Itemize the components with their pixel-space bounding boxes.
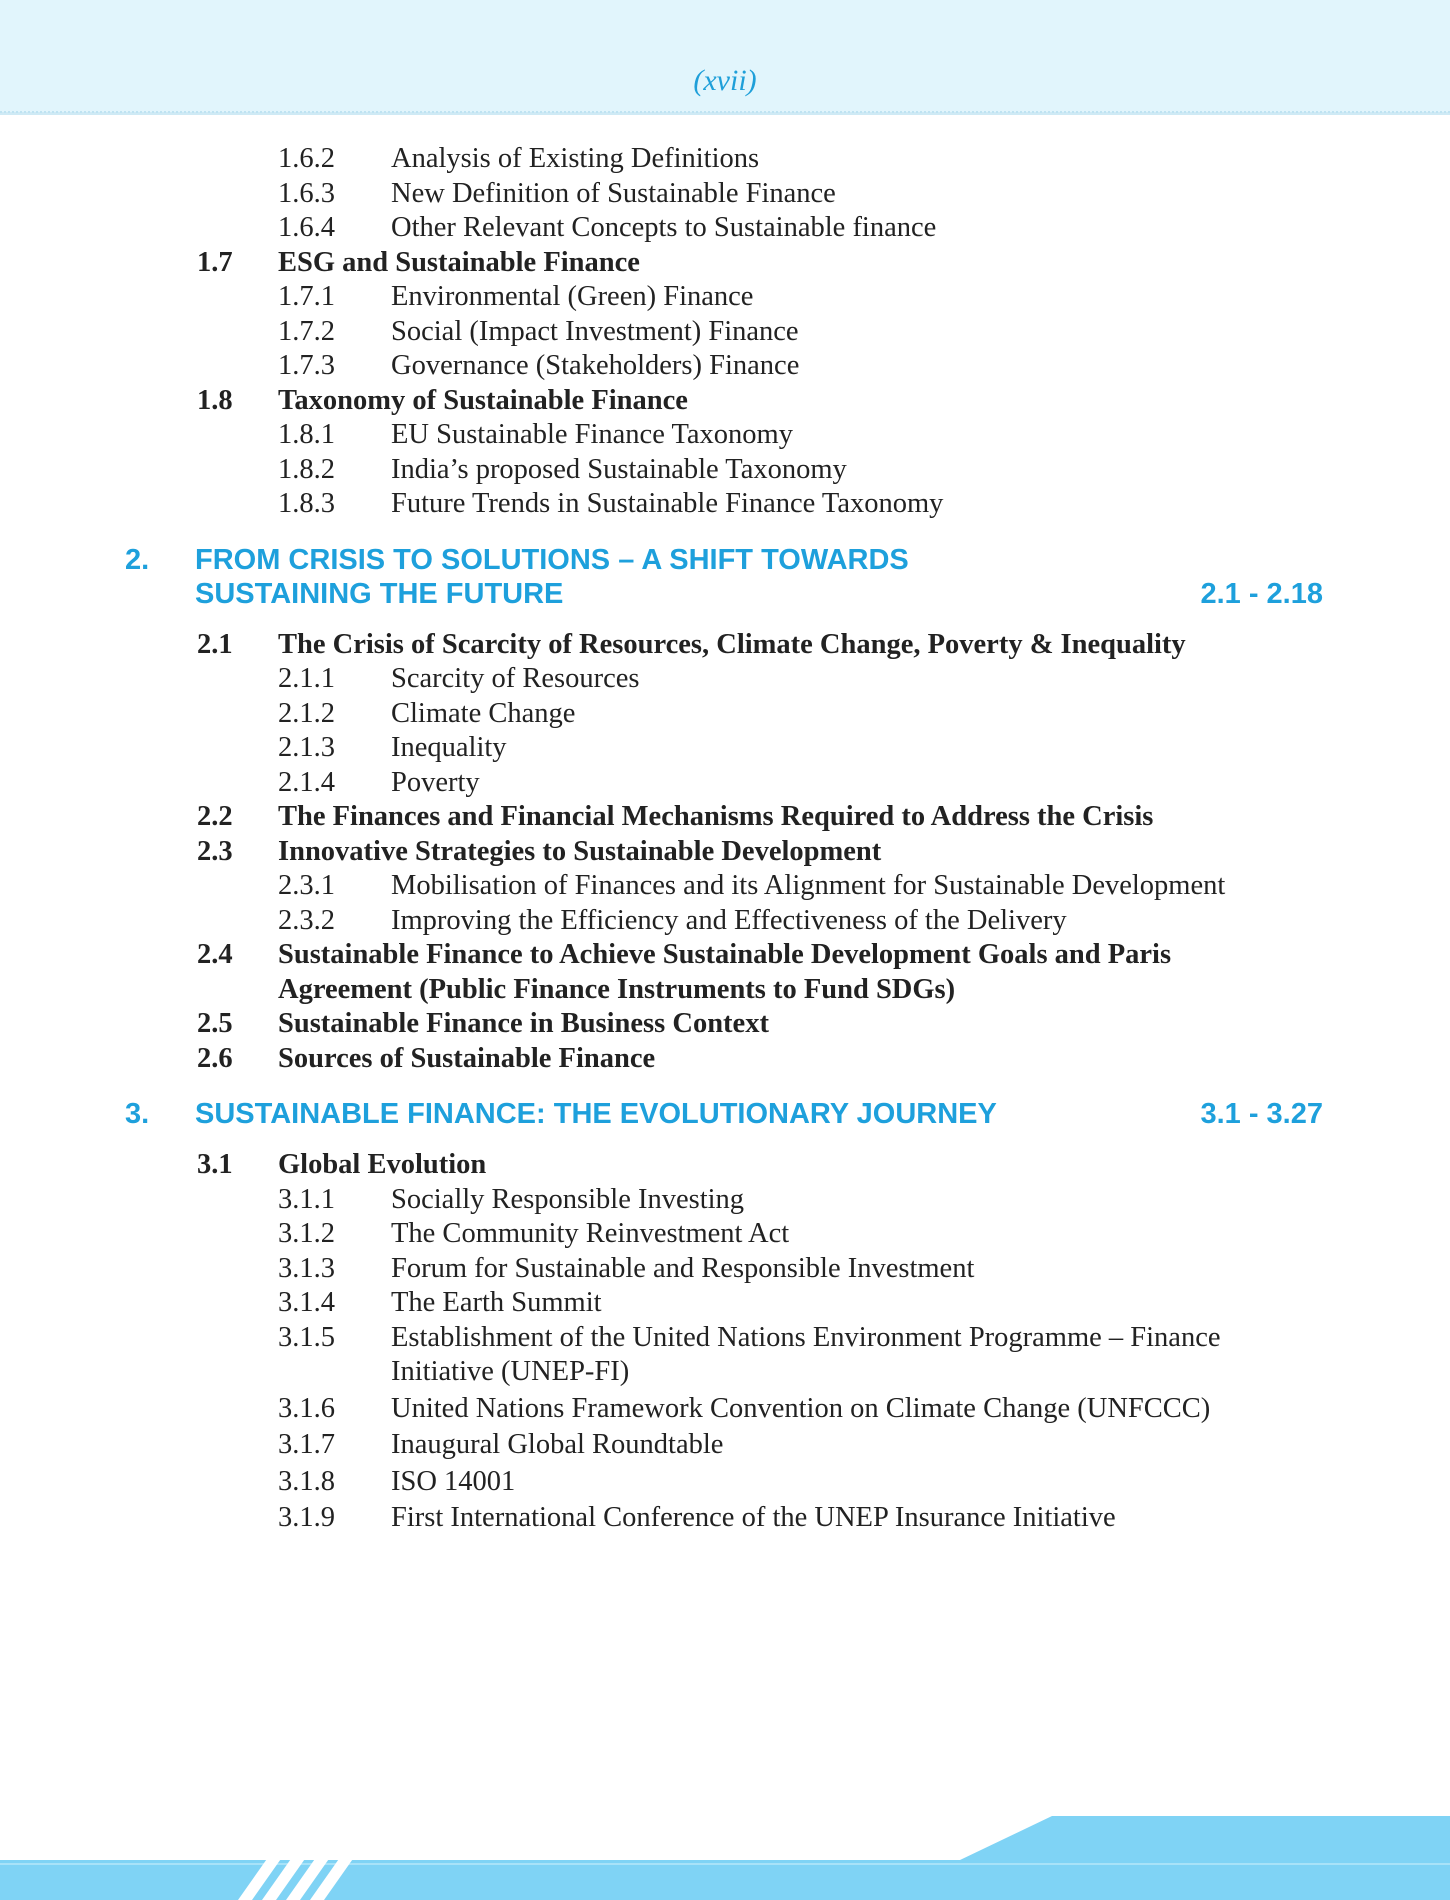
subsection-number: 1.7.2 (278, 315, 335, 347)
toc-section (0, 242, 1450, 277)
footer-band (0, 1816, 1450, 1900)
toc-section (0, 1003, 1450, 1038)
subsection-title: Social (Impact Investment) Finance (391, 315, 799, 347)
section-title: Sustainable Finance to Achieve Sustainable Development Goals and Paris (278, 939, 1172, 970)
toc-subsection (0, 1424, 1450, 1459)
subsection-title: ISO 14001 (391, 1465, 516, 1497)
chapter-title-line: SUSTAINING THE FUTURE (195, 577, 564, 610)
section-number: 2.2 (197, 801, 233, 832)
subsection-title: Socially Responsible Investing (391, 1183, 745, 1215)
toc-subsection (0, 345, 1450, 380)
section-number: 1.7 (197, 246, 233, 278)
subsection-title: United Nations Framework Convention on Climate Change (UNFCCC) (391, 1392, 1211, 1424)
chapter-page-range: 2.1 - 2.18 (1200, 577, 1323, 610)
section-number: 2.1 (197, 628, 233, 660)
chapter-title-line: SUSTAINABLE FINANCE: THE EVOLUTIONARY JOURNEY (195, 1098, 997, 1130)
chapter-number: 2. (125, 543, 150, 576)
subsection-number: 3.1.9 (278, 1502, 335, 1533)
section-number: 2.4 (197, 939, 233, 970)
subsection-title: Forum for Sustainable and Responsible Investment (391, 1252, 975, 1284)
toc-subsection (0, 449, 1450, 484)
chapter-heading (0, 1094, 1450, 1128)
toc-subsection (0, 138, 1450, 173)
toc-subsection (0, 658, 1450, 693)
section-number: 2.5 (197, 1008, 233, 1039)
subsection-title: Future Trends in Sustainable Finance Taxonomy (391, 488, 944, 519)
subsection-number: 1.8.2 (278, 453, 335, 485)
subsection-title: Poverty (391, 766, 480, 798)
toc-subsection (0, 1317, 1450, 1386)
toc-section (0, 796, 1450, 831)
subsection-title: Initiative (UNEP-FI) (391, 1356, 630, 1387)
toc-section (0, 1144, 1450, 1179)
toc-subsection (0, 1282, 1450, 1317)
chapter-heading (0, 540, 1450, 608)
toc-subsection (0, 900, 1450, 935)
section-title: Global Evolution (278, 1149, 487, 1180)
toc-subsection (0, 1248, 1450, 1283)
section-title: The Crisis of Scarcity of Resources, Climate Change, Poverty & Inequality (278, 628, 1186, 660)
subsection-title: Environmental (Green) Finance (391, 281, 754, 312)
toc-subsection (0, 1388, 1450, 1423)
subsection-title: The Earth Summit (391, 1287, 602, 1318)
subsection-number: 2.3.1 (278, 870, 335, 901)
subsection-title: New Definition of Sustainable Finance (391, 177, 836, 209)
toc-subsection (0, 207, 1450, 242)
subsection-title: Governance (Stakeholders) Finance (391, 350, 800, 381)
chapter-number: 3. (125, 1098, 150, 1130)
chapter-page-range: 3.1 - 3.27 (1200, 1098, 1323, 1130)
subsection-title: Other Relevant Concepts to Sustainable finance (391, 212, 937, 243)
subsection-title: Mobilisation of Finances and its Alignment for Sustainable Development (391, 870, 1226, 901)
subsection-title: Analysis of Existing Definitions (391, 143, 760, 174)
subsection-number: 1.7.3 (278, 350, 335, 381)
subsection-number: 3.1.3 (278, 1252, 335, 1284)
section-number: 3.1 (197, 1149, 233, 1180)
subsection-number: 2.3.2 (278, 904, 335, 936)
toc-subsection (0, 311, 1450, 346)
subsection-number: 1.6.4 (278, 212, 335, 243)
toc-section (0, 624, 1450, 659)
subsection-number: 1.8.1 (278, 419, 335, 450)
section-title: ESG and Sustainable Finance (278, 246, 640, 278)
subsection-title: Inequality (391, 732, 507, 763)
subsection-number: 3.1.4 (278, 1287, 335, 1318)
subsection-number: 3.1.6 (278, 1392, 335, 1424)
toc-section (0, 831, 1450, 866)
section-title: Sources of Sustainable Finance (278, 1042, 656, 1074)
subsection-title: Inaugural Global Roundtable (391, 1429, 724, 1460)
subsection-number: 3.1.7 (278, 1429, 335, 1460)
toc-subsection (0, 727, 1450, 762)
section-title: Agreement (Public Finance Instruments to Fund SDGs) (278, 973, 956, 1005)
toc-subsection (0, 1213, 1450, 1248)
toc-subsection (0, 483, 1450, 518)
toc-subsection (0, 693, 1450, 728)
subsection-title: Improving the Efficiency and Effectiveness of the Delivery (391, 904, 1067, 936)
subsection-number: 3.1.8 (278, 1465, 335, 1497)
toc-subsection (0, 276, 1450, 311)
toc-subsection (0, 173, 1450, 208)
toc-subsection (0, 414, 1450, 449)
subsection-title: Climate Change (391, 697, 576, 729)
subsection-title: Establishment of the United Nations Environment Programme – Finance (391, 1321, 1221, 1353)
toc-subsection (0, 1497, 1450, 1532)
section-number: 2.6 (197, 1042, 233, 1074)
toc-section (0, 1038, 1450, 1073)
toc-section (0, 380, 1450, 415)
toc-subsection (0, 1179, 1450, 1214)
subsection-number: 3.1.2 (278, 1218, 335, 1249)
subsection-number: 2.1.1 (278, 663, 335, 694)
subsection-number: 1.6.3 (278, 177, 335, 209)
subsection-title: First International Conference of the UNEP Insurance Initiative (391, 1502, 1116, 1533)
toc-subsection (0, 865, 1450, 900)
subsection-title: India’s proposed Sustainable Taxonomy (391, 453, 847, 485)
subsection-number: 2.1.3 (278, 732, 335, 763)
subsection-number: 1.8.3 (278, 488, 335, 519)
page-number: (xvii) (693, 64, 757, 97)
chapter-title-line: FROM CRISIS TO SOLUTIONS – A SHIFT TOWARDS (195, 543, 909, 576)
subsection-number: 2.1.2 (278, 697, 335, 729)
subsection-number: 3.1.1 (278, 1183, 335, 1215)
subsection-title: The Community Reinvestment Act (391, 1218, 790, 1249)
section-title: Innovative Strategies to Sustainable Development (278, 835, 882, 867)
section-title: Sustainable Finance in Business Context (278, 1008, 769, 1039)
toc-subsection (0, 762, 1450, 797)
subsection-number: 2.1.4 (278, 766, 335, 798)
subsection-title: EU Sustainable Finance Taxonomy (391, 419, 793, 450)
subsection-title: Scarcity of Resources (391, 663, 640, 694)
section-title: Taxonomy of Sustainable Finance (278, 384, 688, 416)
section-title: The Finances and Financial Mechanisms Required to Address the Crisis (278, 801, 1154, 832)
toc-section (0, 934, 1450, 1003)
subsection-number: 1.6.2 (278, 143, 335, 174)
section-number: 1.8 (197, 384, 233, 416)
toc-subsection (0, 1461, 1450, 1496)
subsection-number: 1.7.1 (278, 281, 335, 312)
subsection-number: 3.1.5 (278, 1321, 335, 1353)
section-number: 2.3 (197, 835, 233, 867)
